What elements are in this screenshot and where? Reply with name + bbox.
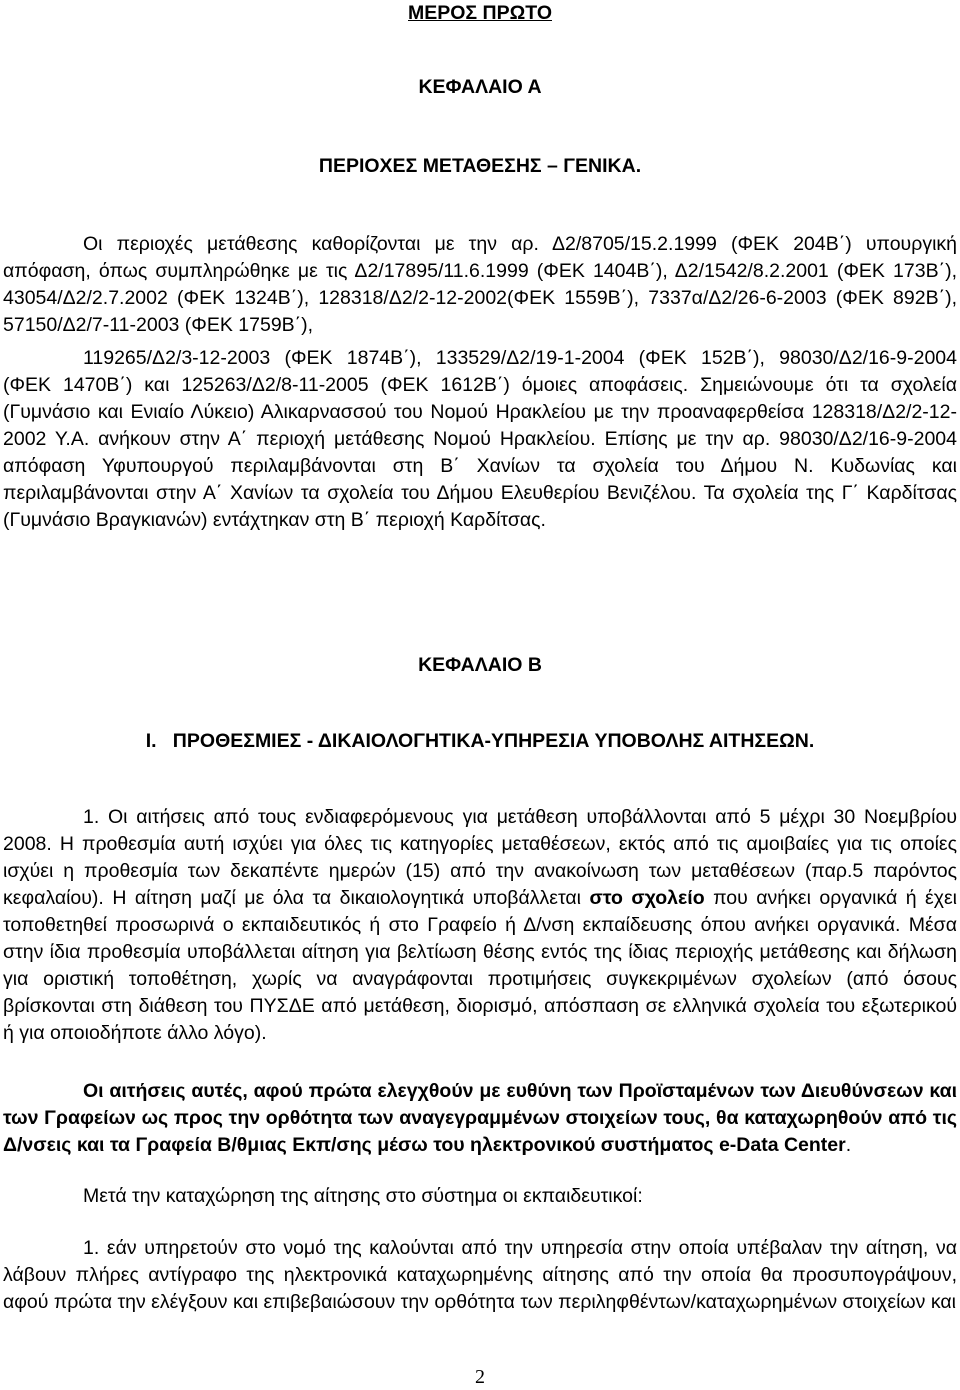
bold-paragraph-end: . — [845, 1134, 852, 1156]
chapter-a-section-title: ΠΕΡΙΟΧΕΣ ΜΕΤΑΘΕΣΗΣ – ΓΕΝΙΚΑ. — [318, 155, 642, 177]
chapter-b-bold-paragraph — [3, 1078, 957, 1159]
item-1-emphasis: στο σχολείο — [589, 887, 705, 909]
item-1-text-start: 1. Οι αιτήσεις από τους ενδιαφερόμενους για μετάθεση υποβάλλονται από 5 μέχρι 30 Νοεμβρίου 2008. Η προθεσμία αυτή ισχύει για όλες τις κατηγορίες μεταθέσεων, εκτός από τις αμοιβαίες για τις οποίες ισχύει η προθεσμία των δεκαπέντε ημερών (15) από την ανακοίνωση των μεταθέσεων (παρ.5 παρόντος κεφαλαίου). Η αίτηση μαζί με όλα τα δικαιολογητικά υποβάλλεται — [3, 806, 957, 909]
chapter-b-section-title — [0, 728, 960, 754]
chapter-b-item-1 — [3, 804, 957, 1047]
part-title — [0, 0, 960, 26]
chapter-b-title: ΚΕΦΑΛΑΙΟ Β — [418, 654, 542, 676]
chapter-b-section-title-text: Ι. ΠΡΟΘΕΣΜΙΕΣ - ΔΙΚΑΙΟΛΟΓΗΤΙΚΑ-ΥΠΗΡΕΣΙΑ ΥΠΟΒΟΛΗΣ ΑΙΤΗΣΕΩΝ. — [145, 730, 815, 752]
chapter-a-paragraph-2: 119265/Δ2/3-12-2003 (ΦΕΚ 1874Β΄), 133529/Δ2/19-1-2004 (ΦΕΚ 152Β΄), 98030/Δ2/16-9-2004 (ΦΕΚ 1470Β΄) και 125263/Δ2/8-11-2005 (ΦΕΚ 1612Β΄) όμοιες αποφάσεις. Σημειώνουμε ότι τα σχολεία (Γυμνάσιο και Ενιαίο Λύκειο) Αλικαρνασσού του Νομού Ηρακλείου με την προαναφερθείσα 128318/Δ2/2-12-2002 Υ.Α. ανήκουν στην Α΄ περιοχή μετάθεσης Νομού Ηρακλείου. Επίσης με την αρ. 98030/Δ2/16-9-2004 απόφαση Υφυπουργού περιλαμβάνονται στη Β΄ Χανίων τα σχολεία του Δήμου Ν. Κυδωνίας και περιλαμβάνονται στην Α΄ Χανίων τα σχολεία του Δήμου Ελευθερίου Βενιζέλου. Τα σχολεία της Γ΄ Καρδίτσας (Γυμνάσιο Βραγκιανών) εντάχτηκαν στη Β΄ περιοχή Καρδίτσας. — [3, 347, 957, 531]
chapter-b-sub-item-1: 1. εάν υπηρετούν στο νομό της καλούνται από την υπηρεσία στην οποία υπέβαλαν την αίτηση, να λάβουν πλήρες αντίγραφο της ηλεκτρονικά καταχωρημένης αίτησης από την οποία θα προσυπογράψουν, αφού πρώτα την ελέγξουν και επιβεβαιώσουν την ορθότητα των περιληφθέντων/καταχωρημένων στοιχείων και — [3, 1237, 957, 1313]
bold-paragraph-text: Οι αιτήσεις αυτές, αφού πρώτα ελεγχθούν με ευθύνη των Προϊσταμένων των Διευθύνσεων και των Γραφείων ως προς την ορθότητα των αναγεγραμμένων στοιχείων τους, θα καταχωρηθούν από τις Δ/νσεις και τα Γραφεία Β/θμιας Εκπ/σης μέσω του ηλεκτρονικού συστήματος e-Data Center — [3, 1080, 957, 1156]
chapter-a-title: ΚΕΦΑΛΑΙΟ Α — [418, 76, 542, 98]
item-1-text-end: που ανήκει οργανικά ή έχει τοποθετηθεί προσωρινά ο εκπαιδευτικός ή στο Γραφείο ή Δ/νση εκπαίδευσης όπου ανήκει οργανικά. Μέσα στην ίδια προθεσμία υποβάλλεται αίτηση για βελτίωση θέσης εντός της ίδιας περιοχής μετάθεσης και δήλωση για οριστική τοποθέτηση, χωρίς να αναγράφονται προτιμήσεις συγκεκριμένων σχολείων (από όσους βρίσκονται στη διάθεση του ΠΥΣΔΕ από μετάθεση, διορισμό, απόσπαση σε ελληνικά σχολεία του εξωτερικού ή για οποιοδήποτε άλλο λόγο). — [3, 887, 958, 1044]
chapter-a-paragraph-1: Οι περιοχές μετάθεσης καθορίζονται με την αρ. Δ2/8705/15.2.1999 (ΦΕΚ 204Β΄) υπουργική απόφαση, όπως συμπληρώθηκε με τις Δ2/17895/11.6.1999 (ΦΕΚ 1404Β΄), Δ2/1542/8.2.2001 (ΦΕΚ 173Β΄), 43054/Δ2/2.7.2002 (ΦΕΚ 1324Β΄), 128318/Δ2/2-12-2002(ΦΕΚ 1559Β΄), 7337α/Δ2/26-6-2003 (ΦΕΚ 892Β΄), 57150/Δ2/7-11-2003 (ΦΕΚ 1759Β΄), — [3, 233, 957, 336]
after-entry-line: Μετά την καταχώρηση της αίτησης στο σύστημα οι εκπαιδευτικοί: — [83, 1185, 643, 1207]
part-title-text: ΜΕΡΟΣ ΠΡΩΤΟ — [408, 2, 552, 24]
page-number: 2 — [475, 1366, 485, 1388]
